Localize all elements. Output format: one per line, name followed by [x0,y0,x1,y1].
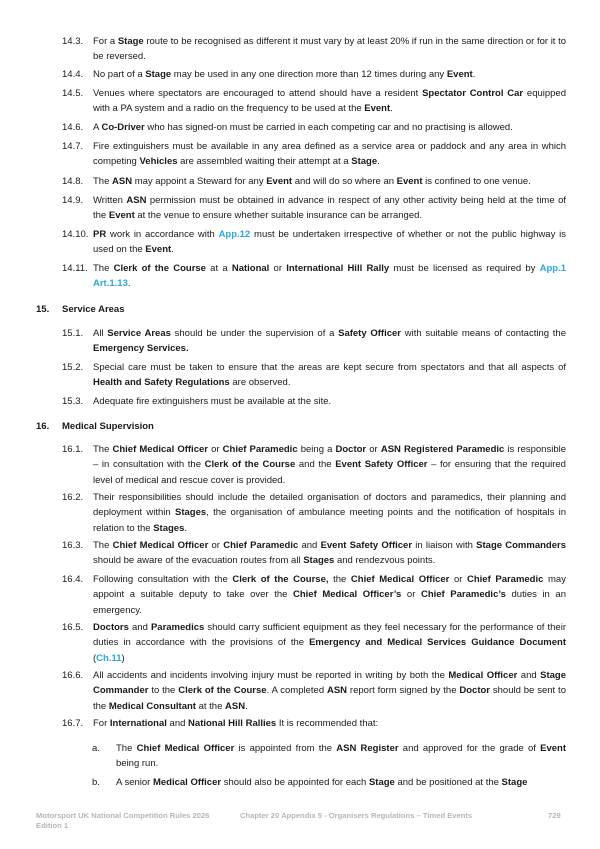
defined-term: Chief Paramedic [222,444,298,455]
clause-text [93,442,566,488]
text-run: . [171,244,174,256]
defined-term: Stages [153,522,185,534]
clause-14-10 [62,227,566,258]
footer-page-number: 729 [548,811,561,820]
clause-14-8 [62,174,566,189]
subclause-a [92,741,566,772]
text-run: and be positioned at the [394,777,502,788]
defined-term: Clerk of the Course [113,263,206,274]
clause-number: 15.2. [62,362,84,373]
defined-term: Medical Consultant [108,700,196,712]
cross-reference-link[interactable]: Ch.11 [96,652,122,664]
clause-number: 14.6. [62,122,84,133]
defined-term: Clerk of the Course [178,685,267,697]
text-run: . [245,700,248,712]
defined-term: Event Safety Officer [320,540,413,551]
clause-16-2 [62,490,566,536]
text-run: Following consultation with the [93,574,233,585]
defined-term: ASN [326,685,348,697]
section-heading-16 [36,419,154,434]
text-run: No part of a [93,69,146,80]
text-run: route to be recognised as different it must vary by at least 20% if run in the same direction or for it to be reversed. [93,36,567,63]
clause-number: 14.9. [62,195,84,206]
defined-term: Event [364,103,391,115]
section-title: Medical Supervision [62,421,154,432]
clause-16-3 [62,538,566,569]
subclause-b [92,775,566,790]
text-run: and will do so where an [292,176,397,187]
clause-14-7 [62,139,566,170]
clause-text [93,620,566,666]
clause-text [93,67,566,82]
clause-16-6 [62,668,566,714]
defined-term: Event [446,69,473,80]
defined-term: Stage Commanders [476,540,566,551]
text-run: and [166,718,189,729]
clause-number: 16.6. [62,670,84,681]
clause-number: 14.10. [62,229,89,240]
defined-term: ASN Register [336,743,399,754]
text-run: equipped with a PA system and a radio on the frequency to be used at the [93,88,566,115]
defined-term: Spectator Control Car [422,88,524,99]
clause-16-1 [62,442,566,488]
clause-text [93,490,566,536]
defined-term: Stage [351,156,378,168]
text-run: The [93,444,113,455]
text-run: , the organisation of ambulance meeting points and the notification of hospitals in relation to the [93,507,567,534]
text-run: . [472,69,476,80]
defined-term: Vehicles [139,156,178,168]
text-run: Venues where spectators are encouraged to attend should have a resident [93,88,423,99]
defined-term: Chief Paramedic [223,540,299,551]
footer-publication [36,811,209,831]
text-run: are observed. [229,377,291,389]
text-run: The [93,540,113,551]
text-run: or [269,263,287,274]
text-run: The [93,176,113,187]
clause-number: 16.4. [62,574,84,585]
text-run: All [93,328,108,339]
defined-term: Co-Driver [101,122,145,133]
defined-term: Doctor [459,685,491,697]
clause-text [93,174,566,189]
text-run: is confined to one venue. [422,176,531,187]
text-run: the [328,574,351,585]
section-heading-15 [36,302,125,317]
text-run: Fire extinguishers must be available in any area defined as a service area or paddock and any area in which competing [93,141,566,168]
clause-number: 14.8. [62,176,84,187]
text-run: should also be appointed for each [221,777,369,788]
section-number: 15. [36,304,50,315]
section-title: Service Areas [62,304,125,315]
clause-text [93,34,566,65]
clause-text [93,193,566,224]
text-run: Adequate fire extinguishers must be available at the site. [93,396,332,407]
defined-term: Stage [501,777,528,788]
clause-number: 16.3. [62,540,84,551]
text-run: or [207,444,223,455]
text-run: and [128,622,151,633]
text-run: permission must be obtained in advance in respect of any other activity being held at the time of the [93,195,566,222]
clause-number: 14.5. [62,88,84,99]
text-run: or [208,540,224,551]
text-run: . [127,278,131,290]
text-run: at a [205,263,232,274]
text-run: should be aware of the evacuation routes from all [93,555,304,567]
defined-term: ASN [126,195,147,206]
defined-term: Health and Safety Regulations [93,377,230,389]
text-run: being a [297,444,336,455]
text-run: and [517,670,541,681]
defined-term: Stage [145,69,172,80]
clause-text [93,668,566,714]
defined-term: National Hill Rallies [188,718,277,729]
defined-term: Doctor [335,444,367,455]
clause-text [93,227,566,258]
text-run: . [184,522,188,534]
defined-term: Paramedics [150,622,205,633]
text-run: . [377,156,380,168]
text-run: or [366,444,381,455]
text-run: must be licensed as required by [389,263,540,274]
text-run: Their responsibilities should include the detailed organisation of doctors and paramedics, their planning and deployment within [93,492,566,519]
text-run: and the [295,459,336,471]
clause-number: 15.3. [62,396,84,407]
defined-term: Emergency Services. [93,343,189,355]
text-run: or [401,589,421,601]
clause-number: 16.1. [62,444,84,455]
text-run: A [93,122,102,133]
defined-term: Chief Paramedic [467,574,544,585]
text-run: ) [121,652,125,664]
clause-text [93,139,566,170]
footer-chapter: Chapter 20 Appendix 5 - Organisers Regulations – Timed Events [240,811,473,820]
text-run: may appoint a Steward for any [132,176,267,187]
text-run: The [93,263,114,274]
text-run: are assembled waiting their attempt at a [177,156,352,168]
defined-term: Chief Medical Officer [112,540,209,551]
clause-number: 14.7. [62,141,84,152]
text-run: and [298,540,321,551]
text-run: duties in an emergency. [93,589,566,616]
clause-text [93,326,566,357]
clause-text [93,394,566,409]
defined-term: Event [540,743,567,754]
clause-text [93,538,566,569]
defined-term: Medical Officer [448,670,518,681]
footer-edition: Edition 1 [36,821,69,830]
clause-14-4 [62,67,566,82]
clause-number: 14.11. [62,263,88,274]
clause-number: 16.2. [62,492,84,503]
text-run: being run. [116,758,159,770]
defined-term: Event [108,210,135,222]
text-run: at the [195,700,226,712]
text-run: may appoint a suitable deputy to take over the [93,574,566,601]
clause-text [93,261,566,292]
text-run: The [116,743,137,754]
defined-term: Medical Officer [152,777,222,788]
clause-14-9 [62,193,566,224]
clause-16-7 [62,716,566,731]
clause-text [93,120,566,135]
text-run: work in accordance with [106,229,219,240]
text-run: and rendezvous points. [334,555,436,567]
subclause-letter: a. [92,743,100,754]
text-run: to the [148,685,179,697]
defined-term: Emergency and Medical Services Guidance Document [309,637,566,649]
cross-reference-link[interactable]: App.1 Art.1.13 [93,263,567,290]
text-run: . [390,103,393,115]
text-run: or [449,574,467,585]
text-run: A senior [116,777,153,788]
subclause-text [116,741,566,772]
clause-14-11 [62,261,566,292]
defined-term: International Hill Rally [286,263,390,274]
section-number: 16. [36,421,50,432]
text-run: should carry sufficient equipment as they feel necessary for the performance of their duties in accordance with the provisions of the [93,622,566,649]
clause-14-3 [62,34,566,65]
defined-term: Chief Medical Officer [350,574,450,585]
defined-term: Chief Medical Officer [112,444,208,455]
defined-term: PR [93,229,107,240]
text-run: For a [93,36,118,47]
clause-text [93,360,566,391]
text-run: may be used in any one direction more than 12 times during any [171,69,447,80]
defined-term: Event [396,176,423,187]
clause-text [93,572,566,618]
defined-term: Event [145,244,172,256]
clause-16-5 [62,620,566,666]
defined-term: Stage [117,36,144,47]
defined-term: Event Safety Officer [335,459,428,471]
subclause-text [116,775,566,790]
text-run: is responsible – in consultation with the [93,444,567,471]
defined-term: Stages [303,555,335,567]
text-run: must be undertaken irrespective of whether or not the public highway is used on the [93,229,566,256]
text-run: and approved for the grade of [398,743,541,754]
text-run: with suitable means of contacting the [400,328,566,339]
clause-15-3 [62,394,566,409]
clause-number: 14.4. [62,69,84,80]
defined-term: Chief Paramedic’s [420,589,506,601]
clause-text [93,86,566,117]
text-run: should be sent to the [93,685,566,712]
defined-term: Event [266,176,293,187]
defined-term: ASN [225,700,246,712]
text-run: is appointed from the [234,743,337,754]
footer-title: Motorsport UK National Competition Rules 2026 [36,811,210,820]
defined-term: International [109,718,167,729]
text-run: Written [93,195,127,206]
text-run: For [93,718,110,729]
text-run: . A completed [266,685,327,697]
cross-reference-link[interactable]: App.12 [218,229,251,240]
clause-16-4 [62,572,566,618]
clause-number: 16.7. [62,718,84,729]
defined-term: Doctors [93,622,129,633]
text-run: ( [93,652,97,664]
defined-term: Clerk of the Course [204,459,296,471]
text-run: in liaison with [412,540,477,551]
defined-term: Service Areas [107,328,171,339]
clause-15-2 [62,360,566,391]
text-run: Special care must be taken to ensure that the areas are kept secure from spectators and that all aspects of [93,362,566,373]
clause-number: 14.3. [62,36,84,47]
clause-14-6 [62,120,566,135]
defined-term: Stage [368,777,395,788]
clause-number: 15.1. [62,328,84,339]
defined-term: Clerk of the Course, [232,574,329,585]
text-run: report form signed by the [347,685,460,697]
clause-14-5 [62,86,566,117]
defined-term: Chief Medical Officer’s [293,589,402,601]
text-run: It is recommended that: [276,718,379,729]
defined-term: Stage Commander [93,670,566,697]
text-run: should be under the supervision of a [170,328,339,339]
clause-number: 16.5. [62,622,84,633]
defined-term: Stages [174,507,207,519]
text-run: who has signed-on must be carried in each competing car and no practising is allowed. [144,122,513,133]
text-run: – for ensuring that the required level of medical and rescue cover is provided. [93,459,566,486]
defined-term: ASN [112,176,133,187]
defined-term: Chief Medical Officer [136,743,235,754]
defined-term: ASN Registered Paramedic [380,444,505,455]
subclause-letter: b. [92,777,100,788]
defined-term: Safety Officer [338,328,401,339]
clause-15-1 [62,326,566,357]
text-run: at the venue to ensure whether suitable insurance can be arranged. [134,210,423,222]
defined-term: National [231,263,270,274]
text-run: All accidents and incidents involving injury must be reported in writing by both the [93,670,449,681]
clause-text [93,716,566,731]
